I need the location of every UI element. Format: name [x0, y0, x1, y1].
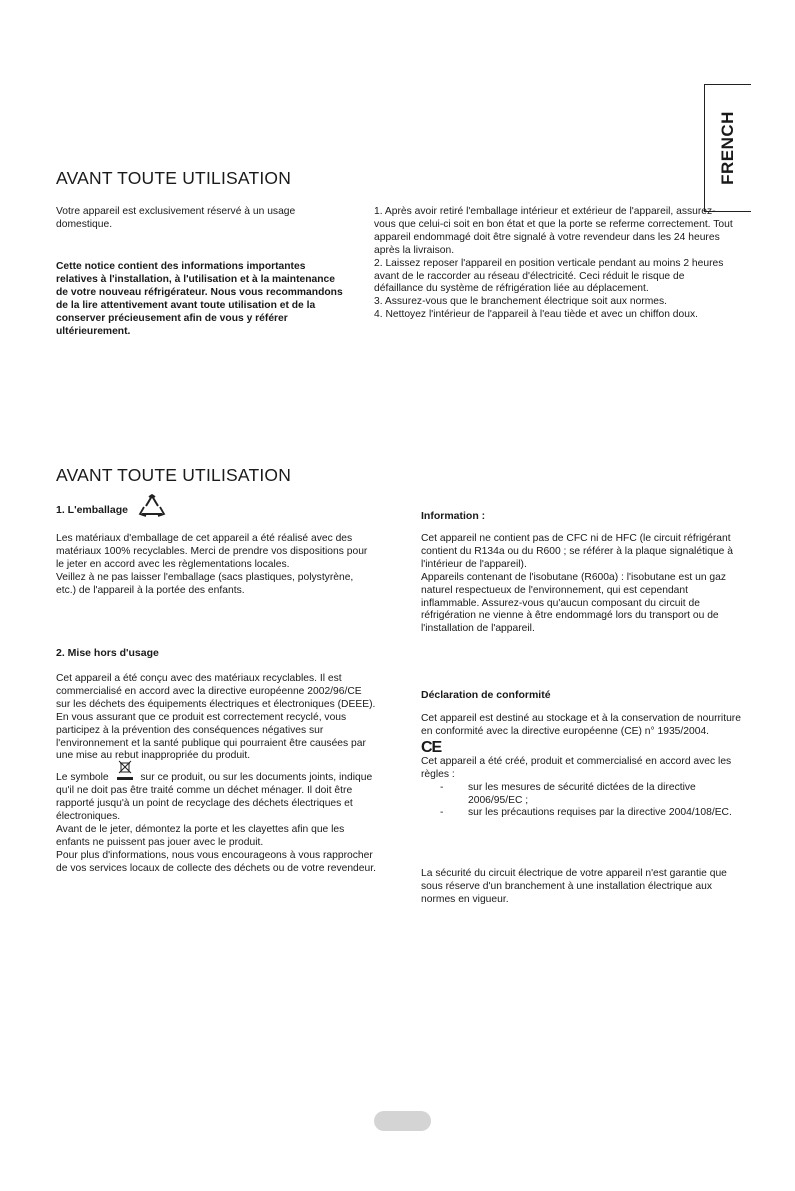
packaging-block	[56, 533, 376, 598]
section2-title: AVANT TOUTE UTILISATION	[56, 465, 292, 485]
step-2: 2. Laissez reposer l'appareil en position verticale pendant au moins 2 heures avant de le raccorder au réseau d'électricité. Ceci réduit le risque de défaillance du système de réfrigération liée au déplacement.	[374, 257, 724, 295]
symbol-paragraph	[56, 772, 376, 824]
section1-notice: Cette notice contient des informations importantes relatives à l'installation, à l'utilisation et à la maintenance de votre nouveau réfrigérateur. Nous vous recommandons de la lire attentivement avant toute utilisation et de la conserver précieusement afin de vous y référer ultérieurement.	[56, 261, 343, 337]
conformity-rules	[421, 782, 751, 821]
conformity-heading-row	[421, 685, 551, 703]
section1-steps	[374, 206, 736, 322]
information-text-2: Appareils contenant de l'isobutane (R600a) : l'isobutane est un gaz naturel respectueux de l'environnement, qui est cependant inflammable. Assurez-vous qu'aucun composant du circuit de réfrigération ne vienne à être endommagé lors du transport ou de l'installation de l'appareil.	[421, 571, 727, 635]
crossed-bin-icon	[115, 760, 135, 782]
info-text: Pour plus d'informations, nous vous encourageons à vous rapprocher de vos services locaux de collecte des déchets ou de votre revendeur.	[56, 849, 376, 874]
conformity-block	[421, 713, 751, 820]
safety-text: La sécurité du circuit électrique de votre appareil n'est garantie que sous réserve d'un branchement à une installation électrique aux normes en vigueur.	[421, 868, 727, 905]
section1-intro: Votre appareil est exclusivement réservé à un usage domestique.	[56, 206, 296, 230]
rule-dash: -	[440, 807, 444, 819]
rule-dash: -	[440, 781, 444, 793]
packaging-heading: 1. L'emballage	[56, 504, 128, 517]
recycle-icon	[138, 494, 166, 518]
information-heading: Information :	[421, 510, 486, 522]
step-1: 1. Après avoir retiré l'emballage intérieur et extérieur de l'appareil, assurez-vous que celui-ci soit en bon état et que la porte se referme correctement. Tout appareil endommagé doit être signalé à votre revendeur dans les 24 heures après la livraison.	[374, 206, 733, 256]
information-heading-row	[421, 506, 485, 524]
symbol-prefix: Le symbole	[56, 772, 109, 784]
rule-text: sur les mesures de sécurité dictées de la directive 2006/95/EC ;	[468, 781, 696, 806]
language-tab-label: FRENCH	[718, 111, 737, 185]
rule-item	[421, 782, 751, 808]
symbol-text: sur ce produit, ou sur les documents joints, indique qu'il ne doit pas être traité comme un déchet ménager. Il doit être rapporté jusqu'à un point de recyclage des déchets électriques et électroniques.	[56, 772, 373, 823]
language-tab	[704, 84, 751, 212]
step-3: 3. Assurez-vous que le branchement électrique soit aux normes.	[374, 296, 668, 308]
information-block	[421, 533, 737, 636]
rule-item	[421, 807, 751, 820]
disposal-heading-row	[56, 643, 159, 661]
rule-text: sur les précautions requises par la directive 2004/108/EC.	[468, 807, 732, 819]
page-number-pill	[374, 1111, 431, 1131]
packaging-text: Les matériaux d'emballage de cet appareil a été réalisé avec des matériaux 100% recyclables. Merci de prendre vos dispositions pour le jeter en accord avec les règlementations locales.	[56, 533, 368, 570]
disposal-heading: 2. Mise hors d'usage	[56, 647, 159, 659]
disposal-block	[56, 673, 376, 876]
step-4: 4. Nettoyez l'intérieur de l'appareil à l'eau tiède et avec un chiffon doux.	[374, 309, 698, 321]
conformity-heading: Déclaration de conformité	[421, 689, 551, 701]
packaging-heading-row	[56, 500, 376, 518]
packaging-warning: Veillez à ne pas laisser l'emballage (sacs plastiques, polystyrène, etc.) de l'appareil à la portée des enfants.	[56, 571, 354, 596]
ce-mark: CE	[421, 738, 442, 756]
disposal-text: Cet appareil a été conçu avec des matériaux recyclables. Il est commercialisé en accord avec la directive européenne 2002/96/CE sur les déchets des équipements électriques et électroniques (DEEE). En vous assurant que ce produit est correctement recyclé, vous participez à la prévention des conséquences négatives sur l'environnement et la santé publique qui pourraient être causées par une mise au rebut inappropriée du produit.	[56, 673, 376, 762]
information-text-1: Cet appareil ne contient pas de CFC ni de HFC (le circuit réfrigérant contient du R134a ou du R600 ; se référer à la plaque signalétique à l'intérieur de l'appareil).	[421, 533, 733, 570]
conformity-text: Cet appareil est destiné au stockage et à la conservation de nourriture en conformité avec la directive européenne (CE) n° 1935/2004.	[421, 713, 741, 737]
conformity-rules-intro: Cet appareil a été créé, produit et commercialisé en accord avec les règles :	[421, 755, 732, 780]
section1-title: AVANT TOUTE UTILISATION	[56, 168, 292, 188]
dismantle-text: Avant de le jeter, démontez la porte et les clayettes afin que les enfants ne puissent pas jouer avec le produit.	[56, 823, 345, 848]
safety-block	[421, 868, 737, 907]
